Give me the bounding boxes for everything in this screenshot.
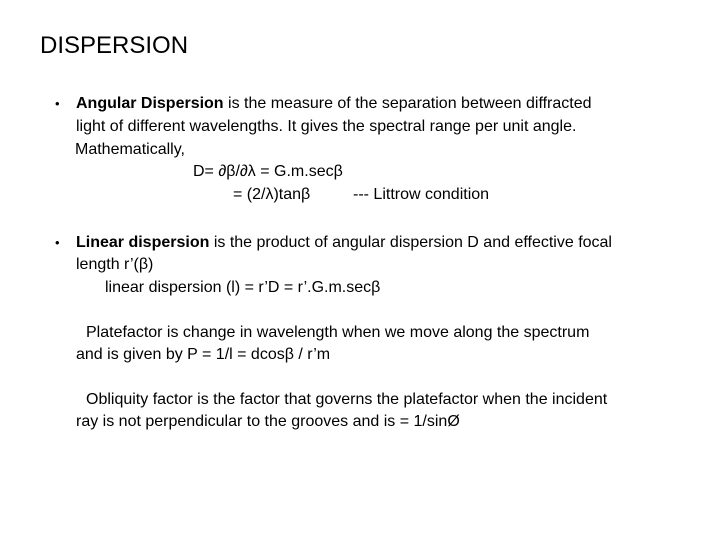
angular-line-3: Mathematically, [75, 141, 185, 158]
linear-line-1 [76, 231, 612, 254]
angular-formula-2: = (2/λ)tanβ [233, 186, 311, 203]
obliquity-line-2: ray is not perpendicular to the grooves and is = 1/sinØ [76, 413, 460, 430]
linear-formula: linear dispersion (l) = r’D = r’.G.m.secβ [105, 279, 381, 296]
littrow-condition-note: --- Littrow condition [353, 186, 490, 203]
bullet-marker: • [55, 235, 60, 250]
slide-title: DISPERSION [40, 32, 189, 59]
obliquity-line-1: Obliquity factor is the factor that governs the platefactor when the incident [86, 391, 608, 408]
platefactor-line-1: Platefactor is change in wavelength when we move along the spectrum [86, 324, 590, 341]
angular-line-2: light of different wavelengths. It gives the spectral range per unit angle. [76, 118, 577, 135]
linear-line-1-text: is the product of angular dispersion D and effective focal [209, 234, 612, 251]
angular-formula-1: D= ∂β/∂λ = G.m.secβ [193, 163, 343, 180]
angular-dispersion-term: Angular Dispersion [76, 95, 224, 112]
linear-line-2: length r’(β) [76, 256, 154, 273]
linear-dispersion-term: Linear dispersion [76, 234, 210, 251]
angular-line-1 [76, 92, 592, 115]
bullet-marker: • [55, 96, 60, 111]
platefactor-line-2: and is given by P = 1/l = dcosβ / r’m [76, 346, 331, 363]
angular-line-1-text: is the measure of the separation between diffracted [223, 95, 592, 112]
